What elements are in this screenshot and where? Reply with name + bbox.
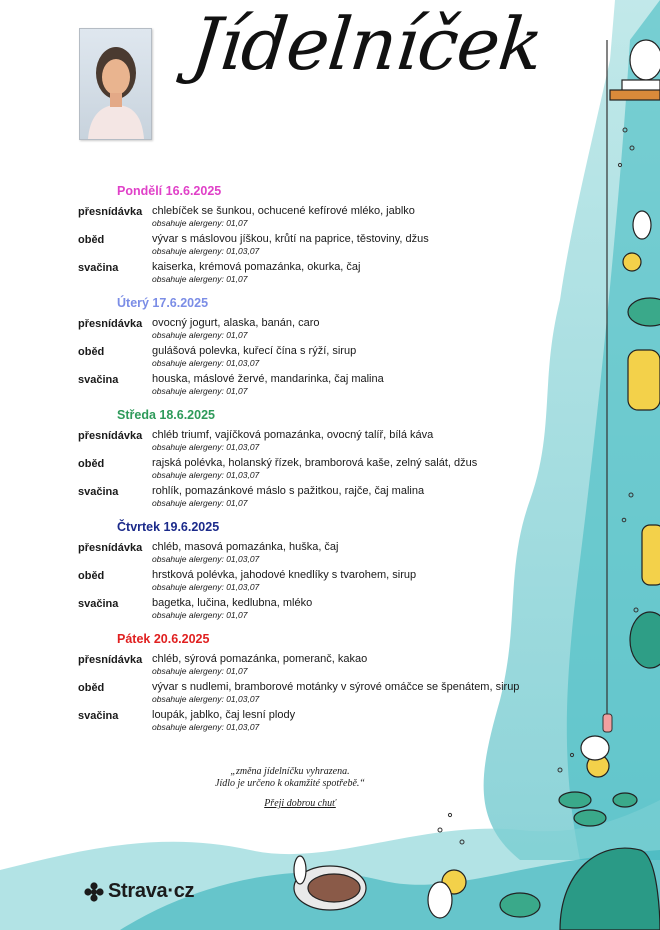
- allergens: obsahuje alergeny: 01,03,07: [152, 582, 260, 592]
- meal-text: rajská polévka, holanský řízek, bramborová kaše, zelný salát, džus: [152, 457, 478, 469]
- day-friday: [78, 628, 548, 734]
- meal-row: [78, 681, 548, 706]
- meal-name: svačina: [78, 598, 119, 610]
- day-thursday: [78, 516, 548, 622]
- meal-name: oběd: [78, 346, 105, 358]
- meal-text: vývar s máslovou jíškou, krůtí na paprice, těstoviny, džus: [152, 233, 429, 245]
- meal-name: přesnídávka: [78, 318, 143, 330]
- meal-name: svačina: [78, 710, 119, 722]
- meal-text: hrstková polévka, jahodové knedlíky s tvarohem, sirup: [152, 569, 417, 581]
- meal-row: [78, 709, 548, 734]
- meal-name: přesnídávka: [78, 542, 143, 554]
- meal-text: loupák, jablko, čaj lesní plody: [152, 709, 296, 721]
- meal-row: [78, 569, 548, 594]
- meal-row: [78, 653, 548, 678]
- allergens: obsahuje alergeny: 01,03,07: [152, 246, 260, 256]
- day-wednesday: [78, 404, 548, 510]
- day-title: Pondělí 16.6.2025: [117, 184, 222, 198]
- meal-row: [78, 233, 548, 258]
- allergens: obsahuje alergeny: 01,03,07: [152, 470, 260, 480]
- logo-text: Strava·cz: [108, 880, 195, 902]
- meal-name: přesnídávka: [78, 654, 143, 666]
- allergens: obsahuje alergeny: 01,07: [152, 498, 248, 508]
- meal-row: [78, 205, 548, 230]
- day-title: Středa 18.6.2025: [117, 408, 215, 422]
- meal-name: svačina: [78, 374, 119, 386]
- wish-text: Přeji dobrou chuť: [264, 798, 336, 809]
- note-line: Jídlo je určeno k okamžité spotřebě.“: [215, 778, 365, 789]
- meal-text: chlebíček se šunkou, ochucené kefírové mléko, jablko: [152, 205, 415, 217]
- disclaimer-note: [190, 766, 390, 790]
- allergens: obsahuje alergeny: 01,03,07: [152, 694, 260, 704]
- meal-name: svačina: [78, 262, 119, 274]
- meal-row: [78, 429, 548, 454]
- strava-logo: [84, 880, 194, 903]
- allergens: obsahuje alergeny: 01,07: [152, 274, 248, 284]
- day-title: Čtvrtek 19.6.2025: [117, 520, 220, 534]
- menu-days: [78, 178, 548, 740]
- day-title: Pátek 20.6.2025: [117, 632, 210, 646]
- meal-name: svačina: [78, 486, 119, 498]
- allergens: obsahuje alergeny: 01,07: [152, 666, 248, 676]
- allergens: obsahuje alergeny: 01,03,07: [152, 722, 260, 732]
- page-title: Jídelníček: [187, 2, 546, 86]
- meal-text: ovocný jogurt, alaska, banán, caro: [152, 317, 320, 329]
- note-line: „změna jídelníčku vyhrazena.: [230, 766, 350, 777]
- meal-row: [78, 317, 548, 342]
- allergens: obsahuje alergeny: 01,07: [152, 330, 248, 340]
- allergens: obsahuje alergeny: 01,03,07: [152, 554, 260, 564]
- meal-text: vývar s nudlemi, bramborové motánky v sýrové omáčce se špenátem, sirup: [152, 681, 520, 693]
- allergens: obsahuje alergeny: 01,03,07: [152, 358, 260, 368]
- meal-text: kaiserka, krémová pomazánka, okurka, čaj: [152, 261, 361, 273]
- meal-text: chléb, sýrová pomazánka, pomeranč, kakao: [152, 653, 368, 665]
- portrait-photo: [79, 28, 152, 140]
- meal-text: bagetka, lučina, kedlubna, mléko: [152, 597, 313, 609]
- allergens: obsahuje alergeny: 01,07: [152, 218, 248, 228]
- meal-row: [78, 345, 548, 370]
- meal-text: chléb, masová pomazánka, huška, čaj: [152, 541, 339, 553]
- meal-name: přesnídávka: [78, 206, 143, 218]
- meal-name: oběd: [78, 458, 105, 470]
- day-monday: [78, 180, 548, 286]
- meal-row: [78, 541, 548, 566]
- allergens: obsahuje alergeny: 01,03,07: [152, 442, 260, 452]
- meal-name: oběd: [78, 234, 105, 246]
- meal-row: [78, 485, 548, 510]
- allergens: obsahuje alergeny: 01,07: [152, 386, 248, 396]
- meal-text: gulášová polevka, kuřecí čína s rýží, sirup: [152, 345, 357, 357]
- day-tuesday: [78, 292, 548, 398]
- meal-row: [78, 373, 548, 398]
- meal-row: [78, 261, 548, 286]
- meal-text: rohlík, pomazánkové máslo s pažitkou, rajče, čaj malina: [152, 485, 425, 497]
- meal-row: [78, 597, 548, 622]
- meal-name: přesnídávka: [78, 430, 143, 442]
- meal-name: oběd: [78, 682, 105, 694]
- meal-row: [78, 457, 548, 482]
- meal-text: houska, máslové žervé, mandarinka, čaj malina: [152, 373, 384, 385]
- flower-icon: [84, 882, 104, 902]
- meal-text: chléb triumf, vajíčková pomazánka, ovocný talíř, bílá káva: [152, 429, 434, 441]
- day-title: Úterý 17.6.2025: [117, 296, 209, 310]
- meal-name: oběd: [78, 570, 105, 582]
- allergens: obsahuje alergeny: 01,07: [152, 610, 248, 620]
